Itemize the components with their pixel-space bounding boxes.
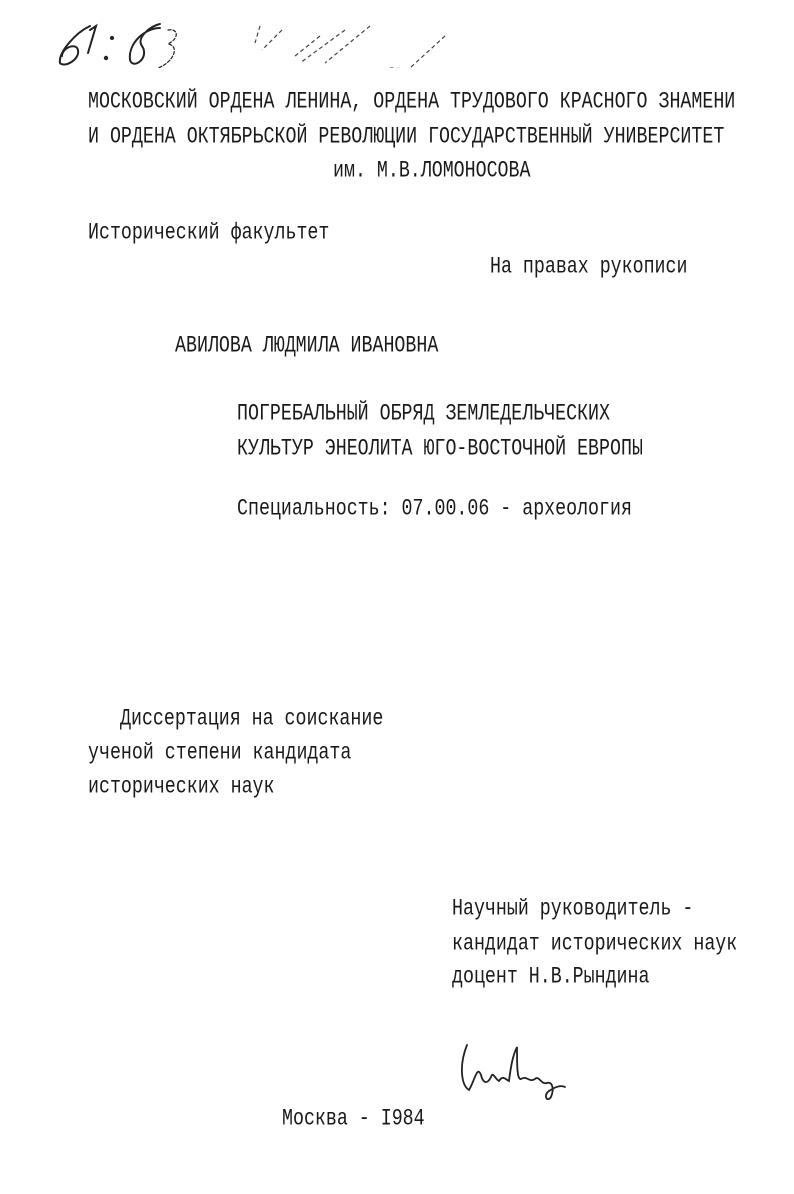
- faculty-name: Исторический факультет: [88, 220, 330, 246]
- handwritten-archive-note: [50, 8, 470, 68]
- degree-line-2: ученой степени кандидата: [88, 740, 352, 766]
- advisor-signature: [455, 1035, 575, 1105]
- author-name: АВИЛОВА ЛЮДМИЛА ИВАНОВНА: [175, 333, 439, 359]
- specialty: Специальность: 07.00.06 - археология: [237, 496, 632, 522]
- advisor-line-2: кандидат исторических наук: [452, 931, 738, 957]
- degree-line-3: исторических наук: [88, 774, 275, 800]
- place-and-year: Москва - I984: [282, 1106, 425, 1132]
- dissertation-title-line-2: КУЛЬТУР ЭНЕОЛИТА ЮГО-ВОСТОЧНОЙ ЕВРОПЫ: [237, 436, 643, 462]
- advisor-line-3: доцент Н.В.Рындина: [452, 964, 650, 990]
- university-name-line-2: И ОРДЕНА ОКТЯБРЬСКОЙ РЕВОЛЮЦИИ ГОСУДАРСТВЕННЫЙ УНИВЕРСИТЕТ: [88, 124, 725, 150]
- advisor-line-1: Научный руководитель -: [452, 896, 694, 922]
- university-name-line-1: МОСКОВСКИЙ ОРДЕНА ЛЕНИНА, ОРДЕНА ТРУДОВОГО КРАСНОГО ЗНАМЕНИ: [88, 89, 736, 115]
- dissertation-title-line-1: ПОГРЕБАЛЬНЫЙ ОБРЯД ЗЕМЛЕДЕЛЬЧЕСКИХ: [237, 401, 610, 427]
- university-name-line-3: им. М.В.ЛОМОНОСОВА: [333, 158, 531, 184]
- degree-line-1: Диссертация на соискание: [120, 706, 384, 732]
- manuscript-rights-note: На правах рукописи: [490, 254, 688, 280]
